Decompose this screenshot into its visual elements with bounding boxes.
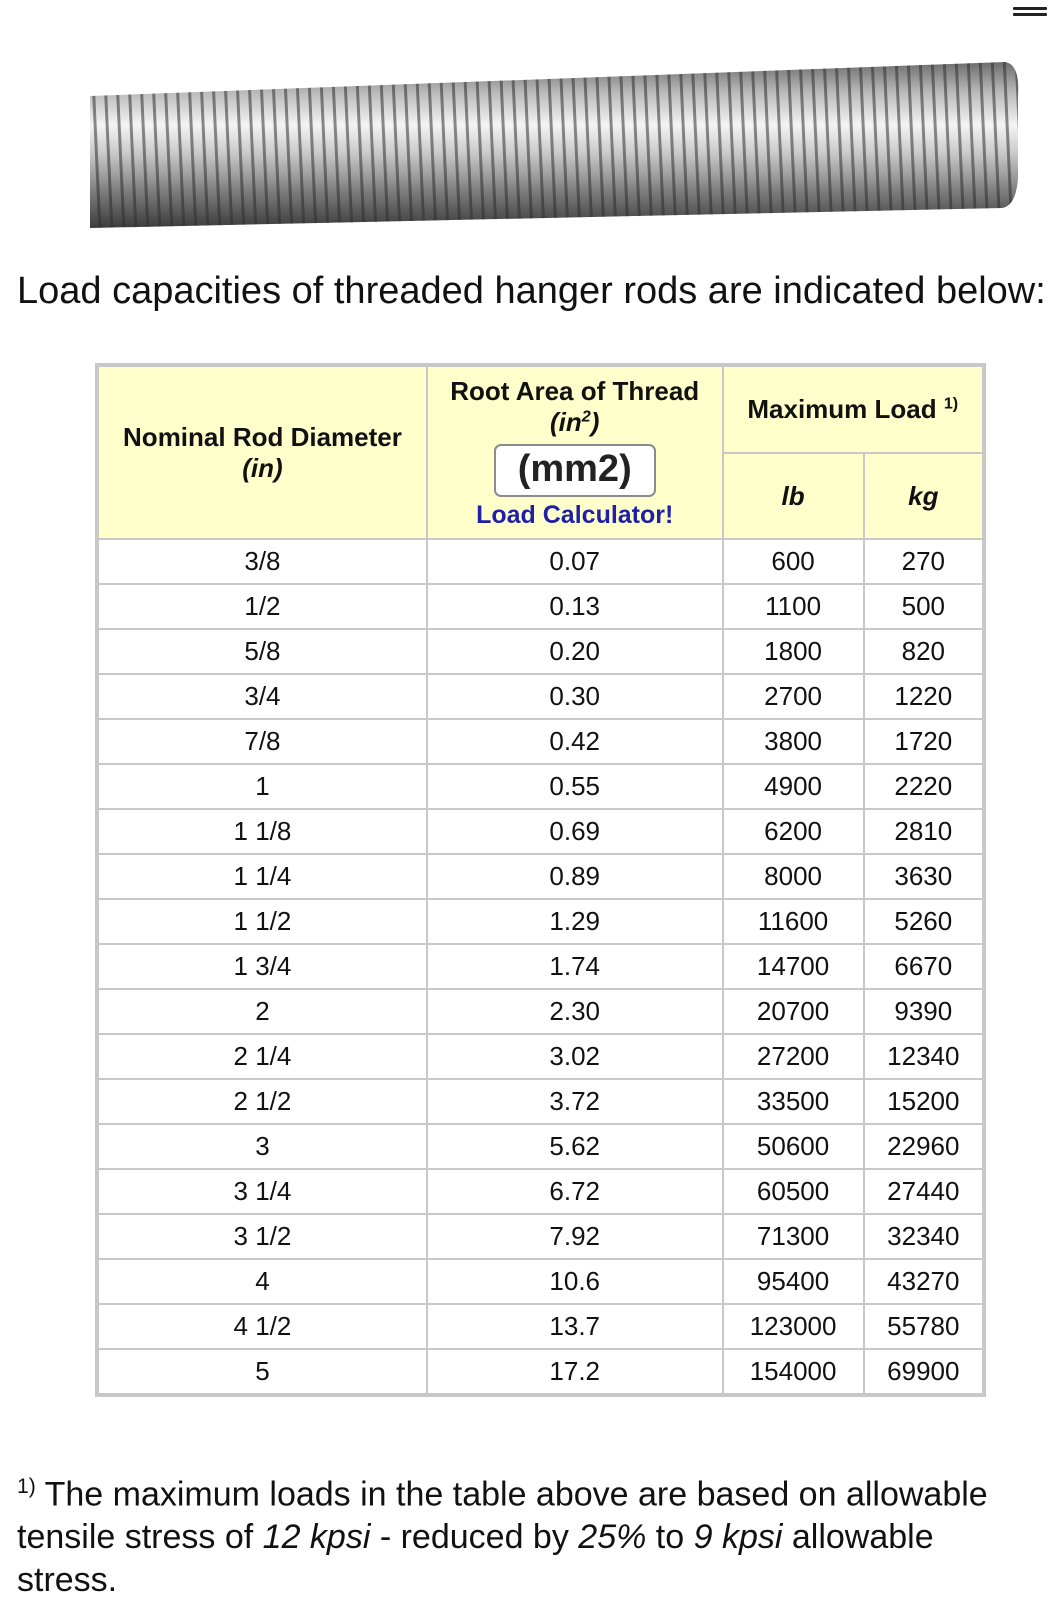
cell-load-kg: 9390 <box>864 989 984 1034</box>
cell-load-kg: 500 <box>864 584 984 629</box>
table-row <box>97 1079 984 1124</box>
cell-load-kg: 69900 <box>864 1349 984 1395</box>
footnote-text-4: allowable stress. <box>17 1518 934 1600</box>
header-unit-kg: kg <box>864 453 984 539</box>
cell-diameter: 1 1/8 <box>97 809 427 854</box>
table-body <box>97 539 984 1395</box>
cell-load-kg: 3630 <box>864 854 984 899</box>
header-nominal-diameter-unit: (in) <box>242 452 283 483</box>
footnote <box>17 1465 1037 1602</box>
cell-load-kg: 22960 <box>864 1124 984 1169</box>
cell-root-area: 17.2 <box>427 1349 723 1395</box>
threaded-rod-image <box>90 56 1020 232</box>
cell-load-lb: 27200 <box>723 1034 864 1079</box>
cell-load-lb: 2700 <box>723 674 864 719</box>
cell-load-lb: 3800 <box>723 719 864 764</box>
cell-load-lb: 1800 <box>723 629 864 674</box>
cell-load-lb: 14700 <box>723 944 864 989</box>
cell-load-lb: 95400 <box>723 1259 864 1304</box>
cell-load-lb: 6200 <box>723 809 864 854</box>
cell-diameter: 1 1/4 <box>97 854 427 899</box>
cell-load-kg: 55780 <box>864 1304 984 1349</box>
cell-root-area: 0.89 <box>427 854 723 899</box>
footnote-text-2: - reduced by <box>370 1518 579 1557</box>
cell-root-area: 2.30 <box>427 989 723 1034</box>
cell-load-lb: 123000 <box>723 1304 864 1349</box>
cell-diameter: 2 1/4 <box>97 1034 427 1079</box>
header-root-area-unit: $(in^2)$ <box>550 406 600 437</box>
table-row <box>97 1169 984 1214</box>
cell-root-area: 6.72 <box>427 1169 723 1214</box>
table-row <box>97 719 984 764</box>
load-calculator-link[interactable]: Load Calculator! <box>476 500 674 529</box>
cell-load-lb: 33500 <box>723 1079 864 1124</box>
cell-load-lb: 20700 <box>723 989 864 1034</box>
cell-load-kg: 2220 <box>864 764 984 809</box>
cell-load-kg: 2810 <box>864 809 984 854</box>
table-row <box>97 1304 984 1349</box>
cell-load-lb: 50600 <box>723 1124 864 1169</box>
footnote-text-1: The maximum loads in the table above are based on allowable tensile stress of <box>17 1475 988 1557</box>
load-capacity-table <box>95 363 986 1397</box>
table-row <box>97 584 984 629</box>
cell-load-kg: 820 <box>864 629 984 674</box>
table-row <box>97 1214 984 1259</box>
cell-load-lb: 71300 <box>723 1214 864 1259</box>
cell-diameter: 1 3/4 <box>97 944 427 989</box>
table-row <box>97 674 984 719</box>
table-row <box>97 899 984 944</box>
cell-load-kg: 32340 <box>864 1214 984 1259</box>
cell-root-area: 10.6 <box>427 1259 723 1304</box>
cell-load-kg: 1220 <box>864 674 984 719</box>
cell-diameter: 4 1/2 <box>97 1304 427 1349</box>
footnote-mark-header: 1) <box>943 394 959 413</box>
cell-diameter: 1 1/2 <box>97 899 427 944</box>
cell-load-lb: 8000 <box>723 854 864 899</box>
cell-load-kg: 27440 <box>864 1169 984 1214</box>
cell-root-area: 0.13 <box>427 584 723 629</box>
cell-load-lb: 4900 <box>723 764 864 809</box>
cell-diameter: 3 <box>97 1124 427 1169</box>
cell-load-kg: 15200 <box>864 1079 984 1124</box>
cell-load-lb: 11600 <box>723 899 864 944</box>
header-nominal-diameter-label: Nominal Rod Diameter <box>123 421 402 452</box>
cell-root-area: 0.69 <box>427 809 723 854</box>
cell-diameter: 3 1/2 <box>97 1214 427 1259</box>
cell-root-area: 0.07 <box>427 539 723 584</box>
cell-diameter: 7/8 <box>97 719 427 764</box>
hamburger-menu-icon[interactable] <box>1013 4 1047 19</box>
table-row <box>97 854 984 899</box>
table-row <box>97 809 984 854</box>
cell-root-area: 13.7 <box>427 1304 723 1349</box>
mm2-unit-toggle-button[interactable]: (mm2) <box>494 444 656 497</box>
cell-root-area: 3.02 <box>427 1034 723 1079</box>
cell-root-area: 0.42 <box>427 719 723 764</box>
table-row <box>97 1124 984 1169</box>
header-root-area <box>427 365 723 539</box>
cell-diameter: 5/8 <box>97 629 427 674</box>
cell-load-kg: 5260 <box>864 899 984 944</box>
table-row <box>97 1349 984 1395</box>
cell-diameter: 3/4 <box>97 674 427 719</box>
table-row <box>97 629 984 674</box>
header-maximum-load-label: Maximum Load <box>747 394 937 424</box>
cell-root-area: 3.72 <box>427 1079 723 1124</box>
table-row <box>97 944 984 989</box>
table-row <box>97 539 984 584</box>
table-row <box>97 1034 984 1079</box>
cell-load-lb: 60500 <box>723 1169 864 1214</box>
header-unit-lb: lb <box>723 453 864 539</box>
table-row <box>97 1259 984 1304</box>
cell-load-kg: 43270 <box>864 1259 984 1304</box>
cell-diameter: 3/8 <box>97 539 427 584</box>
cell-root-area: 7.92 <box>427 1214 723 1259</box>
cell-diameter: 2 1/2 <box>97 1079 427 1124</box>
footnote-value-reduced-stress: 9 kpsi <box>693 1518 783 1557</box>
cell-diameter: 2 <box>97 989 427 1034</box>
footnote-text-3: to <box>646 1518 694 1557</box>
cell-load-kg: 12340 <box>864 1034 984 1079</box>
header-maximum-load <box>723 365 984 453</box>
header-root-area-label: Root Area of Thread <box>450 375 700 406</box>
table-row <box>97 764 984 809</box>
cell-diameter: 1 <box>97 764 427 809</box>
cell-diameter: 4 <box>97 1259 427 1304</box>
cell-diameter: 3 1/4 <box>97 1169 427 1214</box>
cell-root-area: 1.29 <box>427 899 723 944</box>
cell-load-lb: 154000 <box>723 1349 864 1395</box>
footnote-value-allowable-stress: 12 kpsi <box>262 1518 371 1557</box>
footnote-value-reduction: 25% <box>578 1518 647 1557</box>
cell-load-lb: 600 <box>723 539 864 584</box>
cell-load-kg: 1720 <box>864 719 984 764</box>
cell-load-lb: 1100 <box>723 584 864 629</box>
cell-root-area: 1.74 <box>427 944 723 989</box>
cell-diameter: 5 <box>97 1349 427 1395</box>
cell-load-kg: 6670 <box>864 944 984 989</box>
cell-root-area: 5.62 <box>427 1124 723 1169</box>
cell-root-area: 0.20 <box>427 629 723 674</box>
cell-root-area: 0.30 <box>427 674 723 719</box>
footnote-mark: 1) <box>17 1475 36 1498</box>
table-row <box>97 989 984 1034</box>
cell-diameter: 1/2 <box>97 584 427 629</box>
intro-text: Load capacities of threaded hanger rods are indicated below: <box>17 270 1046 312</box>
cell-load-kg: 270 <box>864 539 984 584</box>
cell-root-area: 0.55 <box>427 764 723 809</box>
header-nominal-diameter <box>97 365 427 539</box>
